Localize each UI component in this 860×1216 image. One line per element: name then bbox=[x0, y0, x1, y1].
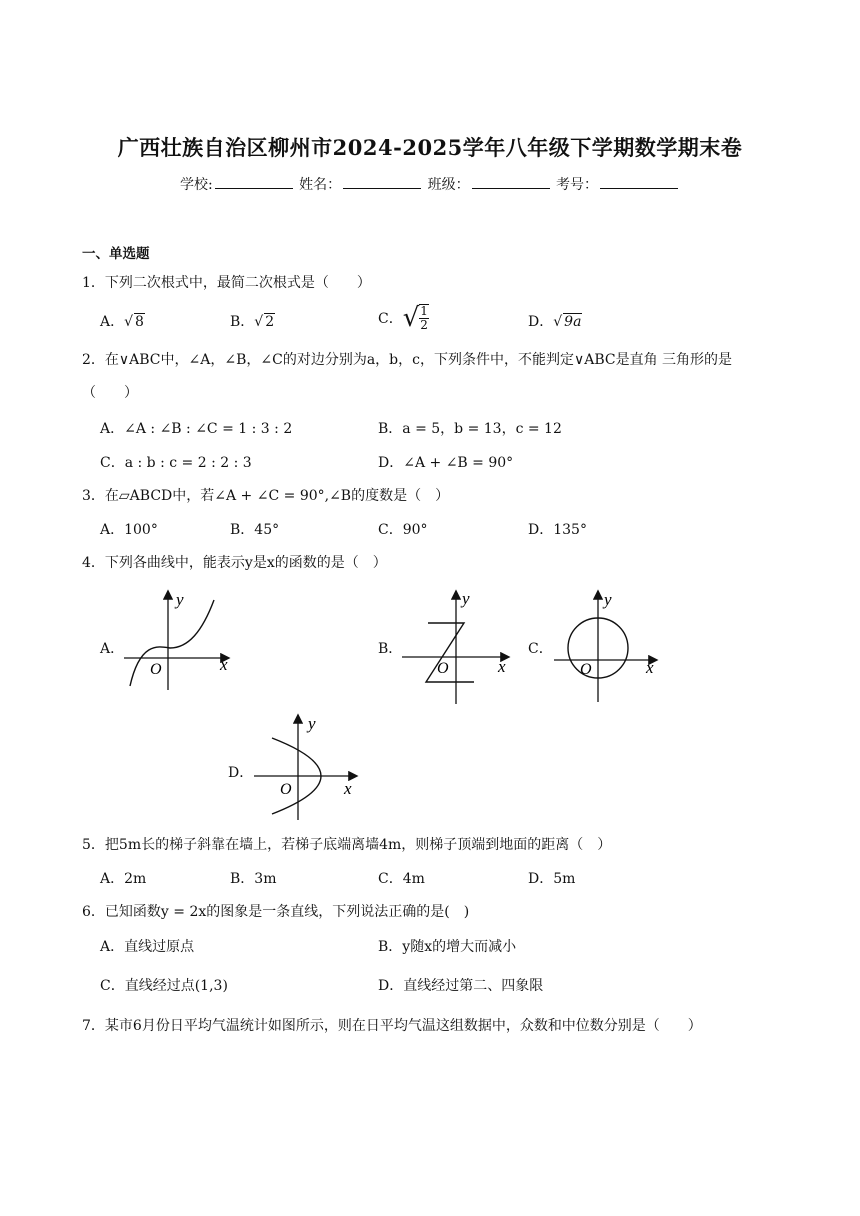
question-5-option-b: B．3m bbox=[230, 871, 277, 887]
school-blank bbox=[215, 176, 293, 189]
question-1-option-d: D．√ 9a bbox=[528, 314, 582, 330]
question-3-stem: 3．在▱ABCD中，若∠A + ∠C = 90°,∠B的度数是（ ） bbox=[82, 488, 450, 504]
y-label: y bbox=[462, 589, 470, 608]
question-6-option-c: C．直线经过点(1,3) bbox=[100, 978, 228, 994]
number-blank bbox=[600, 176, 678, 189]
question-3-option-b: B．45° bbox=[230, 522, 280, 538]
curve bbox=[130, 600, 214, 686]
question-3-option-d: D．135° bbox=[528, 522, 587, 538]
y-label: y bbox=[308, 714, 316, 733]
question-1-option-c: C．√ $\frac{1}{2}$ bbox=[378, 303, 428, 333]
question-1-option-b: B．√ 2 bbox=[230, 314, 275, 330]
question-2-option-a: A．∠A : ∠B : ∠C = 1 : 3 : 2 bbox=[100, 421, 293, 437]
question-2-stem-cont: （ ） bbox=[82, 385, 138, 401]
name-blank bbox=[343, 176, 421, 189]
question-1-option-a: A．√ 8 bbox=[100, 314, 144, 330]
student-info-line bbox=[0, 174, 860, 194]
question-4-stem: 4．下列各曲线中，能表示y是x的函数的是（ ） bbox=[82, 555, 387, 571]
name-label: 姓名： bbox=[299, 177, 342, 193]
x-label: x bbox=[646, 658, 654, 677]
x-label: x bbox=[220, 655, 228, 674]
sqrt-symbol: √ 9a bbox=[553, 314, 582, 330]
question-2-option-d: D．∠A + ∠B = 90° bbox=[378, 455, 514, 471]
graph-a-cubic bbox=[118, 588, 238, 693]
question-2-option-c: C．a : b : c = 2 : 2 : 3 bbox=[100, 455, 252, 471]
class-blank bbox=[472, 176, 550, 189]
graph-c-circle bbox=[550, 588, 662, 706]
y-label: y bbox=[176, 590, 184, 609]
question-4-option-d-label: D． bbox=[228, 765, 254, 781]
question-6-option-d: D．直线经过第二、四象限 bbox=[378, 978, 544, 994]
question-5-option-d: D．5m bbox=[528, 871, 576, 887]
origin-label: O bbox=[437, 660, 449, 677]
section-heading: 一、单选题 bbox=[82, 246, 150, 262]
number-label: 考号： bbox=[556, 177, 599, 193]
question-5-option-a: A．2m bbox=[100, 871, 147, 887]
question-2-stem: 2．在∨ABC中，∠A，∠B，∠C的对边分别为a，b，c，下列条件中，不能判定∨ABC是直角 三角形的是 bbox=[82, 352, 733, 368]
origin-label: O bbox=[150, 661, 162, 678]
question-4-option-a-label: A． bbox=[100, 641, 125, 657]
question-6-option-b: B．y随x的增大而减小 bbox=[378, 939, 517, 955]
x-label: x bbox=[498, 657, 506, 676]
question-2-option-b: B．a = 5，b = 13，c = 12 bbox=[378, 421, 562, 437]
page-title: 广西壮族自治区柳州市2024-2025学年八年级下学期数学期末卷 bbox=[117, 135, 743, 160]
graph-b-zshape bbox=[398, 588, 518, 706]
x-label: x bbox=[344, 779, 352, 798]
curve bbox=[426, 623, 474, 682]
origin-label: O bbox=[580, 661, 592, 678]
question-4-option-c-label: C． bbox=[528, 641, 553, 657]
question-7-stem: 7．某市6月份日平均气温统计如图所示，则在日平均气温这组数据中，众数和中位数分别是（ ） bbox=[82, 1018, 702, 1034]
question-3-option-c: C．90° bbox=[378, 522, 428, 538]
sqrt-symbol: √ 8 bbox=[124, 314, 144, 330]
y-label: y bbox=[604, 590, 612, 609]
sqrt-symbol: √ bbox=[402, 303, 420, 333]
question-5-option-c: C．4m bbox=[378, 871, 425, 887]
question-4-option-b-label: B． bbox=[378, 641, 403, 657]
school-label: 学校: bbox=[179, 177, 213, 193]
fraction: $\frac{1}{2}$ bbox=[420, 304, 428, 332]
origin-label: O bbox=[280, 781, 292, 798]
question-5-stem: 5．把5m长的梯子斜靠在墙上，若梯子底端离墙4m，则梯子顶端到地面的距离（ ） bbox=[82, 837, 612, 853]
question-6-stem: 6．已知函数y = 2x的图象是一条直线，下列说法正确的是( ) bbox=[82, 904, 470, 920]
question-1-stem: 1．下列二次根式中，最简二次根式是（ ） bbox=[82, 275, 371, 291]
graph-d-parabola bbox=[250, 712, 362, 824]
question-6-option-a: A．直线过原点 bbox=[100, 939, 195, 955]
sqrt-symbol: √ 2 bbox=[254, 314, 275, 330]
class-label: 班级： bbox=[427, 177, 470, 193]
question-3-option-a: A．100° bbox=[100, 522, 158, 538]
